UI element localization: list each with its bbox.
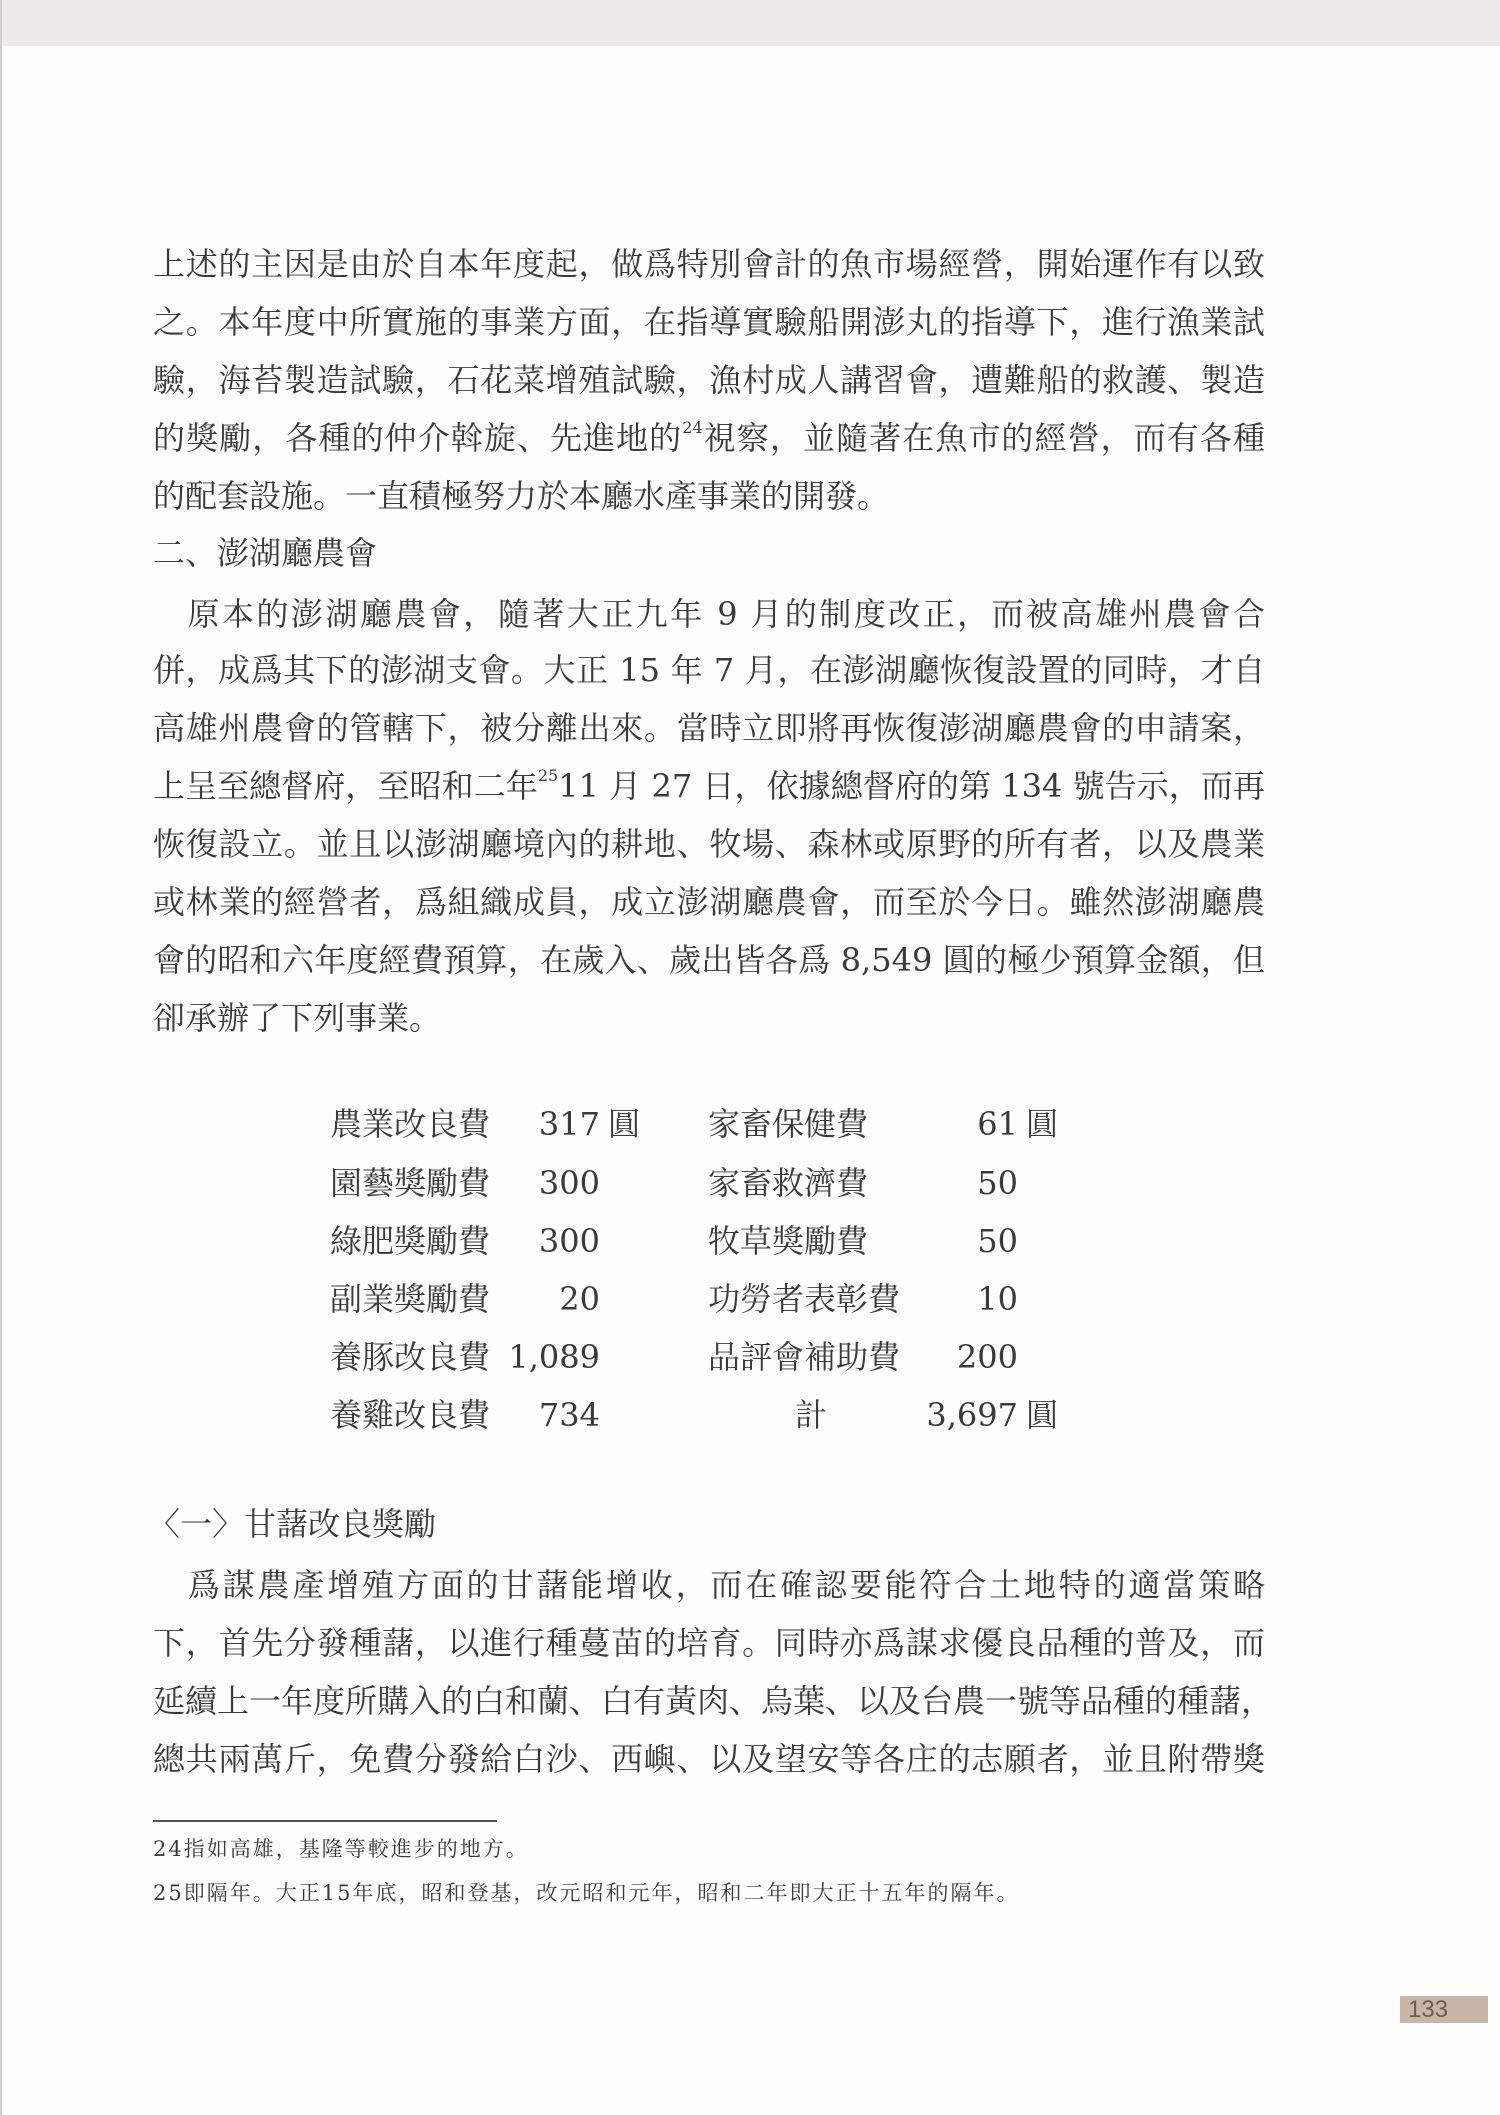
body-line: 高雄州農會的管轄下，被分離出來。當時立即將再恢復澎湖廳農會的申請案，	[153, 709, 1265, 747]
table-item-value: 20	[559, 1280, 600, 1318]
text: 上呈至總督府，至昭和二年	[153, 767, 538, 805]
table-item-value: 50	[977, 1222, 1018, 1260]
table-item-value: 61	[977, 1105, 1018, 1143]
table-item-label: 家畜保健費	[708, 1105, 869, 1143]
table-total-label: 計	[795, 1396, 828, 1434]
body-line	[153, 418, 1265, 458]
page-edge	[0, 0, 2, 2115]
table-item-value: 1,089	[508, 1338, 600, 1376]
table-item-label: 牧草獎勵費	[708, 1222, 869, 1260]
section-heading: 二、澎湖廳農會	[153, 534, 378, 572]
text: 的獎勵，各種的仲介斡旋、先進地的	[153, 419, 683, 457]
body-line: 爲謀農產增殖方面的甘藷能增收，而在確認要能符合土地特的適當策略	[153, 1566, 1265, 1604]
body-line: 卻承辦了下列事業。	[153, 999, 442, 1037]
table-item-label: 農業改良費	[330, 1105, 491, 1143]
body-line: 下，首先分發種藷，以進行種蔓苗的培育。同時亦爲謀求優良品種的普及，而	[153, 1624, 1265, 1662]
subsection-heading: 〈一〉甘藷改良獎勵	[148, 1505, 437, 1543]
table-item-label: 園藝獎勵費	[330, 1164, 491, 1202]
body-line: 原本的澎湖廳農會，隨著大正九年 9 月的制度改正，而被高雄州農會合	[153, 595, 1265, 633]
body-line: 併，成爲其下的澎湖支會。大正 15 年 7 月，在澎湖廳恢復設置的同時，才自	[153, 651, 1265, 689]
table-item-label: 綠肥獎勵費	[330, 1222, 491, 1260]
table-unit: 圓	[608, 1105, 641, 1143]
body-line: 或林業的經營者，爲組織成員，成立澎湖廳農會，而至於今日。雖然澎湖廳農	[153, 883, 1265, 921]
scan-top-band	[0, 0, 1500, 46]
body-line: 的配套設施。一直積極努力於本廳水產事業的開發。	[153, 477, 890, 515]
table-item-label: 養雞改良費	[330, 1396, 491, 1434]
table-item-label: 品評會補助費	[708, 1338, 901, 1376]
table-item-value: 10	[977, 1280, 1018, 1318]
table-item-value: 200	[956, 1338, 1018, 1376]
table-item-value: 300	[538, 1164, 600, 1202]
footnote-ref-24: 24	[682, 418, 703, 437]
table-unit: 圓	[1026, 1105, 1059, 1143]
table-item-value: 734	[538, 1396, 600, 1434]
table-item-label: 功勞者表彰費	[708, 1280, 901, 1318]
body-line: 總共兩萬斤，免費分發給白沙、西嶼、以及望安等各庄的志願者，並且附帶獎	[153, 1740, 1265, 1778]
table-item-label: 副業獎勵費	[330, 1280, 491, 1318]
table-item-value: 300	[538, 1222, 600, 1260]
body-line: 延續上一年度所購入的白和蘭、白有黃肉、烏葉、以及台農一號等品種的種藷，	[153, 1682, 1274, 1720]
text: 11 月 27 日，依據總督府的第 134 號告示，而再	[558, 767, 1265, 805]
table-item-value: 3,697	[926, 1396, 1018, 1434]
footnote-25: 25即隔年。大正15年底，昭和登基，改元昭和元年，昭和二年即大正十五年的隔年。	[153, 1881, 1020, 1905]
body-line: 驗，海苔製造試驗，石花菜增殖試驗，漁村成人講習會，遭難船的救護、製造	[153, 361, 1265, 399]
body-line	[153, 766, 1265, 806]
table-item-value: 317	[538, 1105, 600, 1143]
table-item-value: 50	[977, 1164, 1018, 1202]
footnote-ref-25: 25	[537, 766, 559, 785]
footnote-24: 24指如高雄，基隆等較進步的地方。	[153, 1837, 529, 1861]
body-line: 上述的主因是由於自本年度起，做爲特別會計的魚市場經營，開始運作有以致	[153, 245, 1265, 283]
body-line: 恢復設立。並且以澎湖廳境內的耕地、牧場、森林或原野的所有者，以及農業	[153, 825, 1265, 863]
footnote-divider	[153, 1820, 497, 1822]
page-number: 133	[1400, 1996, 1488, 2023]
table-item-label: 養豚改良費	[330, 1338, 491, 1376]
body-line: 之。本年度中所實施的事業方面，在指導實驗船開澎丸的指導下，進行漁業試	[153, 303, 1265, 341]
table-item-label: 家畜救濟費	[708, 1164, 869, 1202]
text: 視察，並隨著在魚市的經營，而有各種	[702, 419, 1265, 457]
table-unit: 圓	[1026, 1396, 1059, 1434]
body-line: 會的昭和六年度經費預算，在歲入、歲出皆各爲 8,549 圓的極少預算金額，但	[153, 941, 1265, 979]
